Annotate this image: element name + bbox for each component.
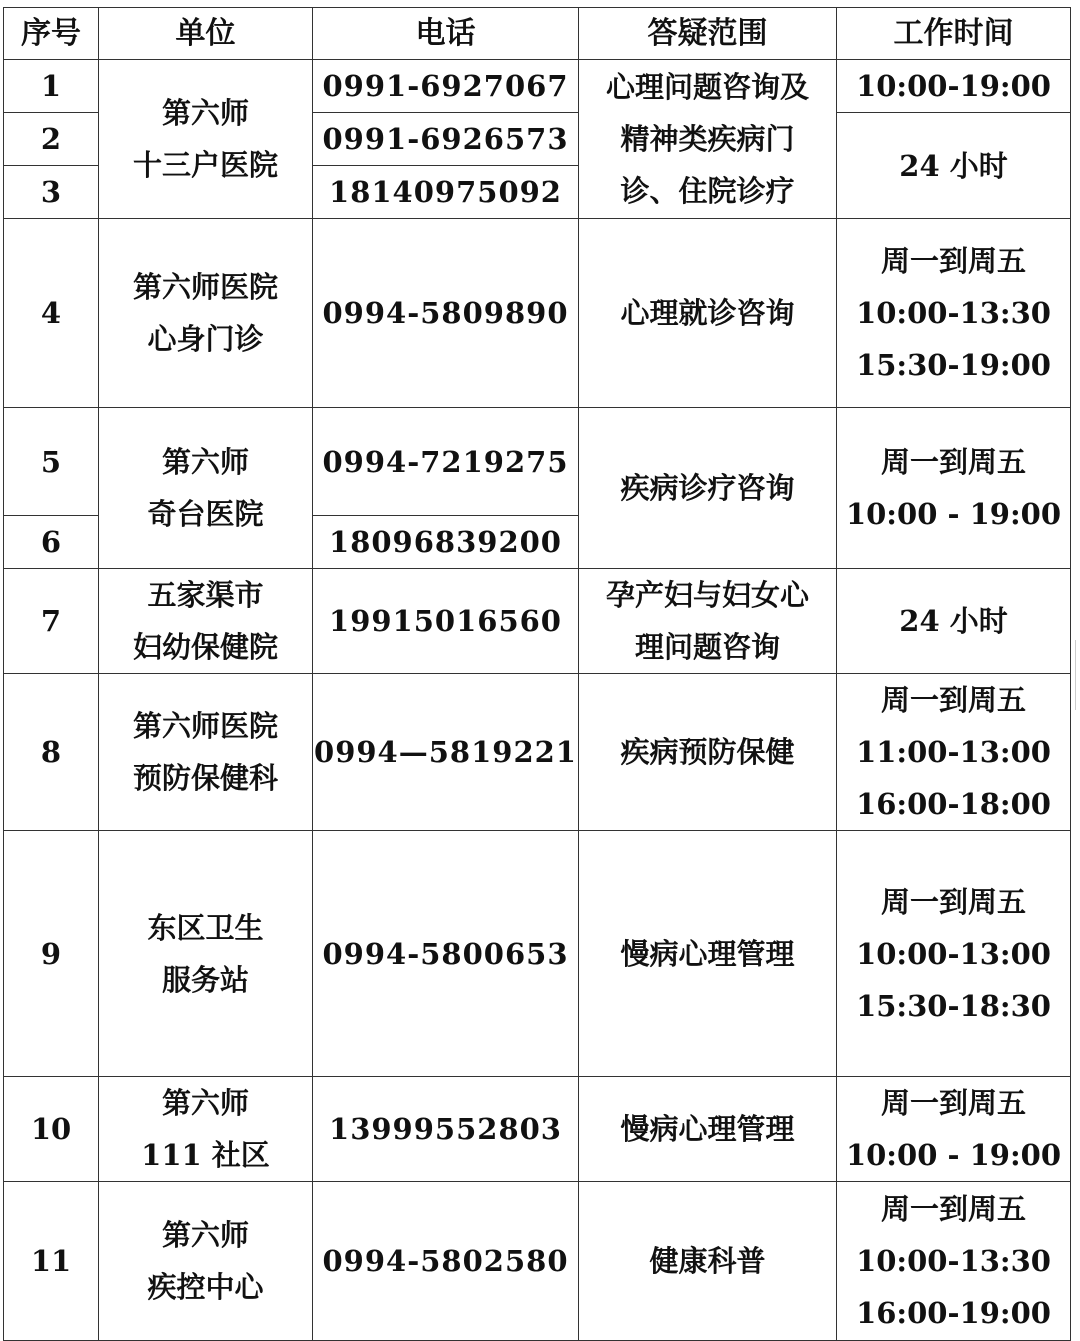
hours-line: 11:00-13:00 [856,735,1051,769]
hours-line: 周一到周五 [880,884,1026,919]
unit-line: 第六师 [161,1086,249,1120]
hours-line: 16:00-19:00 [856,1296,1051,1330]
unit-cell [99,219,313,408]
scope-cell: 疾病预防保健 [579,674,837,831]
hours-line: 16:00-18:00 [856,787,1051,821]
row-number: 7 [4,569,99,674]
header-row [4,8,1071,60]
hours-line: 10:00-13:30 [856,1244,1051,1278]
scope-cell: 健康科普 [579,1182,837,1341]
scope-line: 精神类疾病门 [620,122,795,156]
hours-cell: 24 小时 [837,113,1071,219]
row-number: 5 [4,408,99,516]
unit-line: 111 社区 [141,1138,270,1172]
hours-line: 周一到周五 [880,445,1026,479]
table-row [4,219,1071,408]
row-number: 6 [4,516,99,569]
row-number: 8 [4,674,99,831]
scope-line: 诊、住院诊疗 [620,174,795,208]
hours-line: 周一到周五 [880,683,1026,717]
unit-line: 第六师 [161,96,249,130]
table-row [4,1077,1071,1182]
phone-number: 19915016560 [313,569,579,674]
hours-cell: 10:00-19:00 [837,60,1071,113]
page-edge-divider [1075,640,1080,710]
unit-line: 第六师医院 [132,709,278,743]
hours-line: 15:30-19:00 [856,348,1051,382]
scope-cell [579,569,837,674]
hours-line: 10:00 - 19:00 [845,497,1062,531]
unit-cell [99,674,313,831]
scope-cell: 疾病诊疗咨询 [579,408,837,569]
hours-line: 10:00-13:00 [856,936,1051,971]
scope-line: 理问题咨询 [634,630,780,664]
unit-line: 预防保健科 [132,761,278,795]
scope-line: 心理问题咨询及 [605,70,809,104]
phone-number: 0994-5809890 [313,219,579,408]
hours-line: 周一到周五 [880,244,1026,278]
hours-cell [837,219,1071,408]
hours-cell [837,674,1071,831]
unit-line: 五家渠市 [147,578,264,612]
unit-line: 第六师 [161,445,249,479]
unit-line: 心身门诊 [147,322,264,356]
header-phone: 电话 [313,8,579,60]
scope-cell: 慢病心理管理 [579,831,837,1077]
scope-line: 孕产妇与妇女心 [605,578,809,612]
phone-number: 0994-7219275 [313,408,579,516]
scope-cell: 心理就诊咨询 [579,219,837,408]
row-number: 10 [4,1077,99,1182]
unit-line: 服务站 [161,962,249,997]
hours-cell [837,408,1071,569]
unit-cell [99,831,313,1077]
table-row [4,674,1071,831]
phone-number: 0991-6927067 [313,60,579,113]
hours-line: 周一到周五 [880,1192,1026,1226]
phone-number: 0991-6926573 [313,113,579,166]
unit-cell [99,60,313,219]
hours-line: 15:30-18:30 [856,988,1051,1023]
phone-number: 18140975092 [313,166,579,219]
row-number: 9 [4,831,99,1077]
header-scope: 答疑范围 [579,8,837,60]
row-number: 3 [4,166,99,219]
scope-cell: 慢病心理管理 [579,1077,837,1182]
hours-cell [837,1182,1071,1341]
hotline-table [3,7,1071,1341]
hours-cell [837,1077,1071,1182]
unit-cell [99,1182,313,1341]
phone-number: 18096839200 [313,516,579,569]
table-row [4,831,1071,1077]
unit-cell [99,569,313,674]
header-hours: 工作时间 [837,8,1071,60]
unit-line: 第六师医院 [132,270,278,304]
hours-line: 10:00-13:30 [856,296,1051,330]
hours-line: 周一到周五 [880,1086,1026,1120]
unit-line: 第六师 [161,1218,249,1252]
phone-number: 13999552803 [313,1077,579,1182]
unit-line: 妇幼保健院 [132,630,278,664]
unit-cell [99,1077,313,1182]
row-number: 2 [4,113,99,166]
row-number: 11 [4,1182,99,1341]
hours-cell: 24 小时 [837,569,1071,674]
header-no: 序号 [4,8,99,60]
unit-line: 东区卫生 [147,910,264,945]
hours-line: 10:00 - 19:00 [845,1138,1062,1172]
table-row [4,1182,1071,1341]
phone-number: 0994-5802580 [313,1182,579,1341]
table-row [4,408,1071,516]
table-row [4,569,1071,674]
scope-cell [579,60,837,219]
row-number: 1 [4,60,99,113]
table-row [4,60,1071,113]
unit-line: 十三户医院 [132,148,278,182]
unit-cell [99,408,313,569]
unit-line: 奇台医院 [147,497,264,531]
phone-number: 0994—5819221 [313,674,579,831]
hours-cell [837,831,1071,1077]
row-number: 4 [4,219,99,408]
unit-line: 疾控中心 [147,1270,264,1304]
header-unit: 单位 [99,8,313,60]
phone-number: 0994-5800653 [313,831,579,1077]
